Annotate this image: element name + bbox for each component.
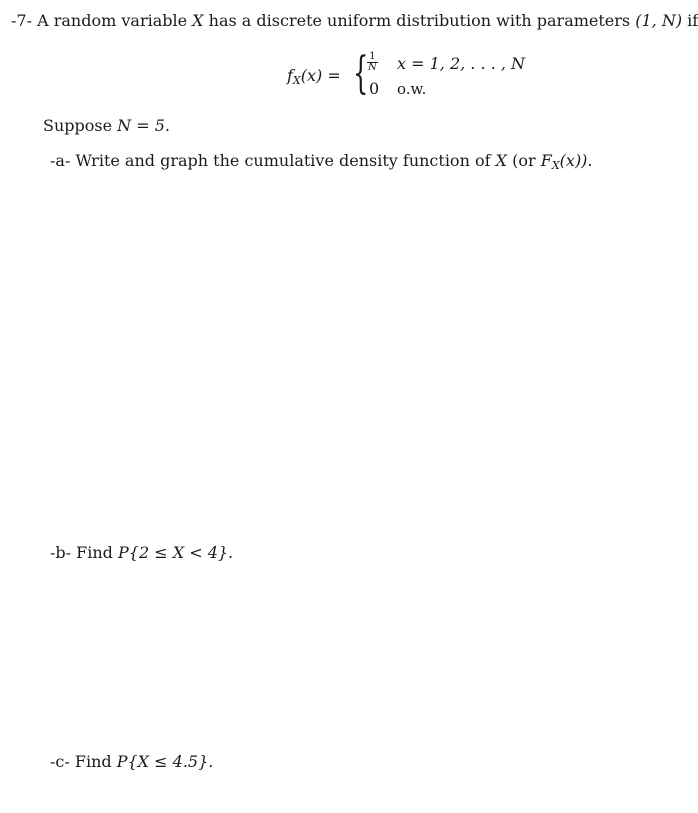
part-a-paren: (or (512, 151, 536, 170)
part-c (50, 752, 213, 772)
suppose-expr: N = 5. (117, 116, 170, 135)
part-b-label: -b- (50, 543, 72, 562)
intro-text-1: A random variable (37, 11, 188, 30)
part-a-var: X (495, 151, 507, 170)
cases-brace: { (353, 48, 369, 99)
intro-params: (1, N) (635, 11, 683, 30)
part-a-label: -a- (50, 151, 71, 170)
suppose-statement (43, 116, 170, 136)
part-b-text: Find (76, 543, 113, 562)
part-b (50, 543, 233, 563)
part-a-fn: FX(x)). (540, 151, 593, 172)
intro-text-3: if (687, 11, 698, 30)
suppose-text: Suppose (43, 116, 113, 135)
problem-statement (11, 11, 698, 31)
problem-number: -7- (11, 11, 32, 30)
part-c-expr: P{X ≤ 4.5}. (116, 752, 214, 771)
case2-value: 0 (369, 79, 380, 98)
intro-text-2: has a discrete uniform distribution with parameters (208, 11, 631, 30)
part-c-text: Find (74, 752, 112, 771)
intro-variable: X (192, 11, 204, 30)
case2-condition: o.w. (397, 80, 427, 98)
case1-condition: x = 1, 2, . . . , N (397, 54, 525, 73)
part-a-text: Write and graph the cumulative density function of (75, 151, 491, 170)
part-b-expr: P{2 ≤ X < 4}. (118, 543, 234, 562)
pmf-formula (287, 50, 527, 100)
part-a (50, 151, 593, 176)
part-c-label: -c- (50, 752, 70, 771)
pmf-lhs: fX(x) = (287, 66, 341, 87)
case1-value: $\frac{1}{N}$ (368, 51, 377, 73)
